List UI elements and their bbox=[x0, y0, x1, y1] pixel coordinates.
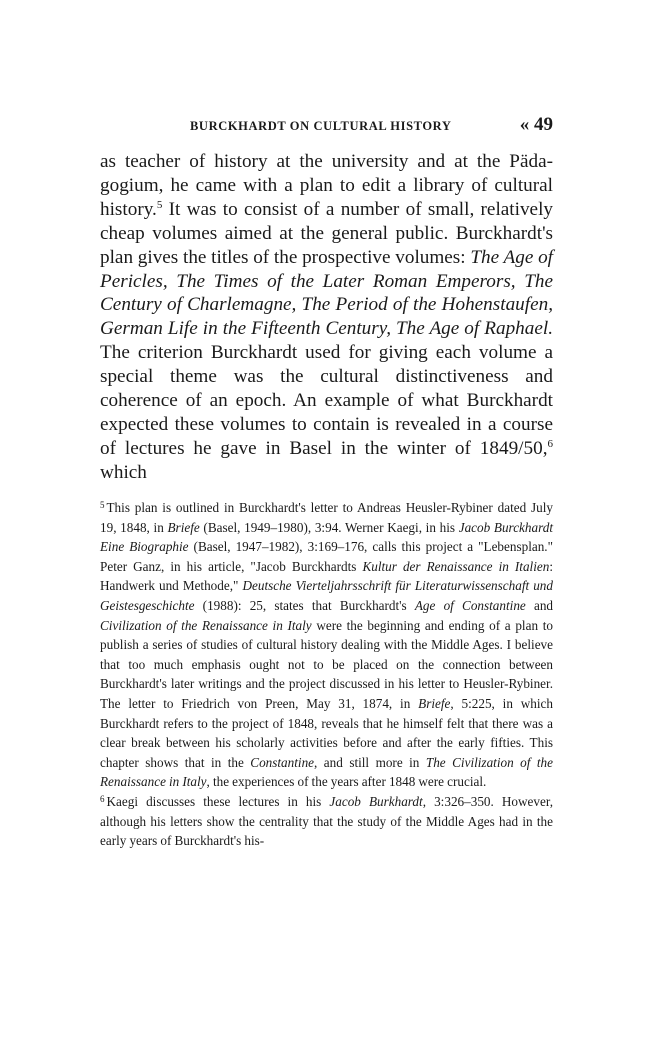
footnote-5-text: (Basel, 1947–1982), 3:169–176, calls this project a "Lebensplan." Peter Ganz, in his article, "Jacob Burckhardts bbox=[100, 539, 553, 574]
footnote-5-title: Civilization of the Renaissance in Italy bbox=[100, 617, 312, 633]
running-title: BURCKHARDT ON CULTURAL HISTORY bbox=[190, 119, 452, 133]
footnote-5-title: Jacob Burckhardt Eine Biographie bbox=[100, 519, 553, 555]
footnote-5-text: , 5:225, in which Burckhardt refers to the project of 1848, reveals that he himself felt that there was a clear break between his scholarly activities before and after the early fifties. This chapter shows that in the bbox=[100, 695, 553, 770]
footnote-5-title: Constantine bbox=[250, 754, 315, 770]
volume-titles: The Age of Pericles, The Times of the Later Roman Emperors, The Century of Charlemagne, The Period of the Hohenstaufen, German Life in the Fifteenth Century, The Age of Raphael. bbox=[100, 246, 553, 340]
footnote-5-title: Deutsche Vierteljahrsschrift für Literaturwissenschaft und Geistesgeschichte bbox=[100, 578, 553, 613]
footnote-5-title: Briefe bbox=[418, 695, 451, 711]
footnote-6-text: Kaegi discusses these lectures in his bbox=[106, 793, 330, 809]
footnote-5-text: This plan is outlined in Burckhardt's letter to Andreas Heusler-Rybiner dated July 19, 1848, in bbox=[100, 500, 553, 535]
footnote-5-text: , and still more in bbox=[314, 754, 426, 770]
body-paragraph bbox=[100, 150, 553, 485]
body-text-2: It was to consist of a number of small, relatively cheap volumes aimed at the general public. Burckhardt's plan gives the titles of the prospective volumes: bbox=[100, 198, 553, 268]
page-number: « 49 bbox=[519, 114, 553, 135]
footnote-5-text: were the beginning and ending of a plan to publish a series of studies of cultural history dealing with the Middle Ages. I believe that too much emphasis ought not to be placed on the connection between Burckhardt's later writings and the project discussed in his letter to Heusler-Rybiner. The letter to Friedrich von Preen, May 31, 1874, in bbox=[100, 617, 553, 711]
footnotes bbox=[100, 498, 553, 851]
footnote-6-title: Jacob Burkhardt bbox=[329, 793, 423, 809]
running-head bbox=[185, 114, 553, 140]
footnote-5 bbox=[100, 498, 553, 792]
footnote-5-text: and bbox=[525, 597, 554, 613]
footnote-5-text: , the experiences of the years after 1848 were crucial. bbox=[206, 774, 487, 790]
footnote-5-title: Briefe bbox=[167, 519, 200, 535]
footnote-5-text: (1988): 25, states that Burckhardt's bbox=[194, 597, 415, 613]
footnote-6-text: , 3:326–350. However, although his letters show the centrality that the study of the Middle Ages had in the early years of Burckhardt's his- bbox=[100, 793, 553, 849]
footnote-5-text: (Basel, 1949–1980), 3:94. Werner Kaegi, in his bbox=[199, 519, 459, 535]
footnote-5-title: The Civilization of the Renaissance in Italy bbox=[100, 754, 553, 790]
footnote-ref-6[interactable]: 6 bbox=[547, 437, 553, 450]
footnote-ref-5[interactable]: 5 bbox=[156, 198, 163, 211]
footnote-5-title: Kultur der Renaissance in Italien bbox=[362, 558, 550, 574]
body-text-3: The criterion Burckhardt used for giving each volume a special theme was the cultural distinctiveness and coherence of an epoch. An example of what Burckhardt expected these volumes to contain is revealed in a course of lectures he gave in Basel in the winter of 1849/50, bbox=[100, 342, 553, 459]
footnote-6 bbox=[100, 792, 553, 851]
footnote-5-text: : Handwerk und Methode," bbox=[100, 558, 553, 594]
footnote-mark-5: 5 bbox=[100, 500, 105, 510]
footnote-5-title: Age of Constantine bbox=[414, 597, 526, 613]
footnote-mark-6: 6 bbox=[100, 793, 105, 804]
body-text-4: which bbox=[100, 461, 147, 483]
body-text-1: as teacher of history at the university and at the Pädagogium, he came with a plan to edit a library of cultural history. bbox=[100, 151, 553, 220]
